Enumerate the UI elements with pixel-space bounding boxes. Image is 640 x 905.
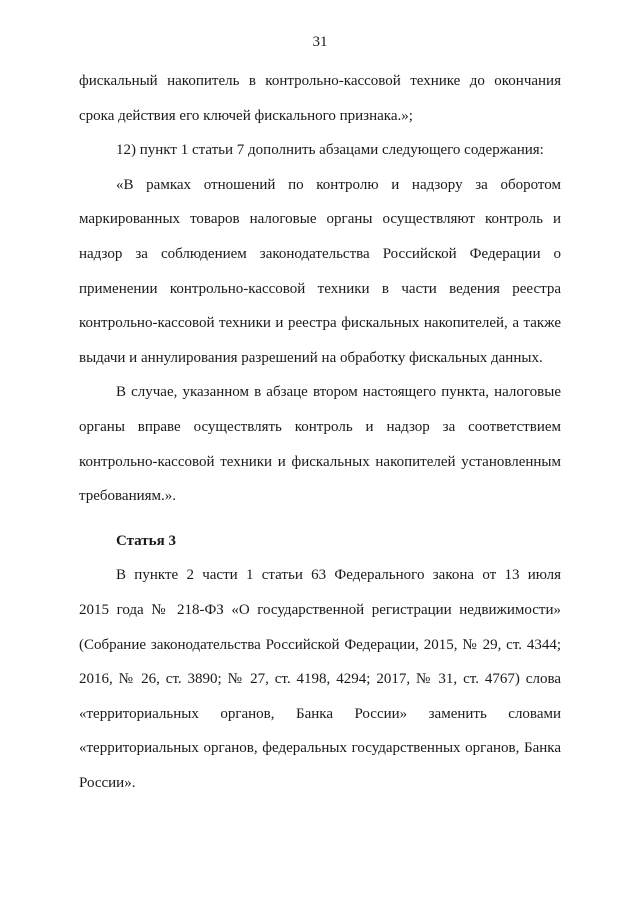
text-line: «территориальных органов, федеральных государственных органов, Банка [79, 740, 561, 757]
text-line: России». [79, 774, 136, 791]
text-line: В пункте 2 части 1 статьи 63 Федерального закона от 13 июля [116, 567, 561, 584]
text-line: надзор за соблюдением законодательства Российской Федерации о [79, 245, 561, 262]
text-line: 12) пункт 1 статьи 7 дополнить абзацами следующего содержания: [116, 142, 544, 159]
text-line: срока действия его ключей фискального признака.»; [79, 107, 413, 124]
section-gap [79, 514, 561, 524]
text-line: выдачи и аннулирования разрешений на обработку фискальных данных. [79, 349, 543, 366]
text-line: требованиям.». [79, 488, 177, 505]
text-line: контрольно-кассовой техники и фискальных накопителей установленным [79, 453, 561, 470]
text-line: 2015 года № 218-ФЗ «О государственной регистрации недвижимости» [79, 601, 561, 618]
text-line: применении контрольно-кассовой техники в части ведения реестра [79, 280, 561, 297]
document-body [79, 64, 561, 800]
text-line: «территориальных органов, Банка России» заменить словами [79, 705, 561, 722]
text-line: «В рамках отношений по контролю и надзору за оборотом [116, 176, 561, 193]
text-line: (Собрание законодательства Российской Федерации, 2015, № 29, ст. 4344; [79, 636, 561, 653]
text-line: В случае, указанном в абзаце втором настоящего пункта, налоговые [116, 384, 561, 401]
text-line: контрольно-кассовой техники и реестра фискальных накопителей, а также [79, 315, 561, 332]
section-heading: Статья 3 [116, 532, 176, 549]
text-line: органы вправе осуществлять контроль и надзор за соответствием [79, 418, 561, 435]
text-line: 2016, № 26, ст. 3890; № 27, ст. 4198, 4294; 2017, № 31, ст. 4767) слова [79, 671, 561, 688]
text-line: маркированных товаров налоговые органы осуществляют контроль и [79, 211, 561, 228]
text-line: фискальный накопитель в контрольно-кассовой технике до окончания [79, 73, 561, 89]
page-number: 31 [312, 34, 328, 50]
